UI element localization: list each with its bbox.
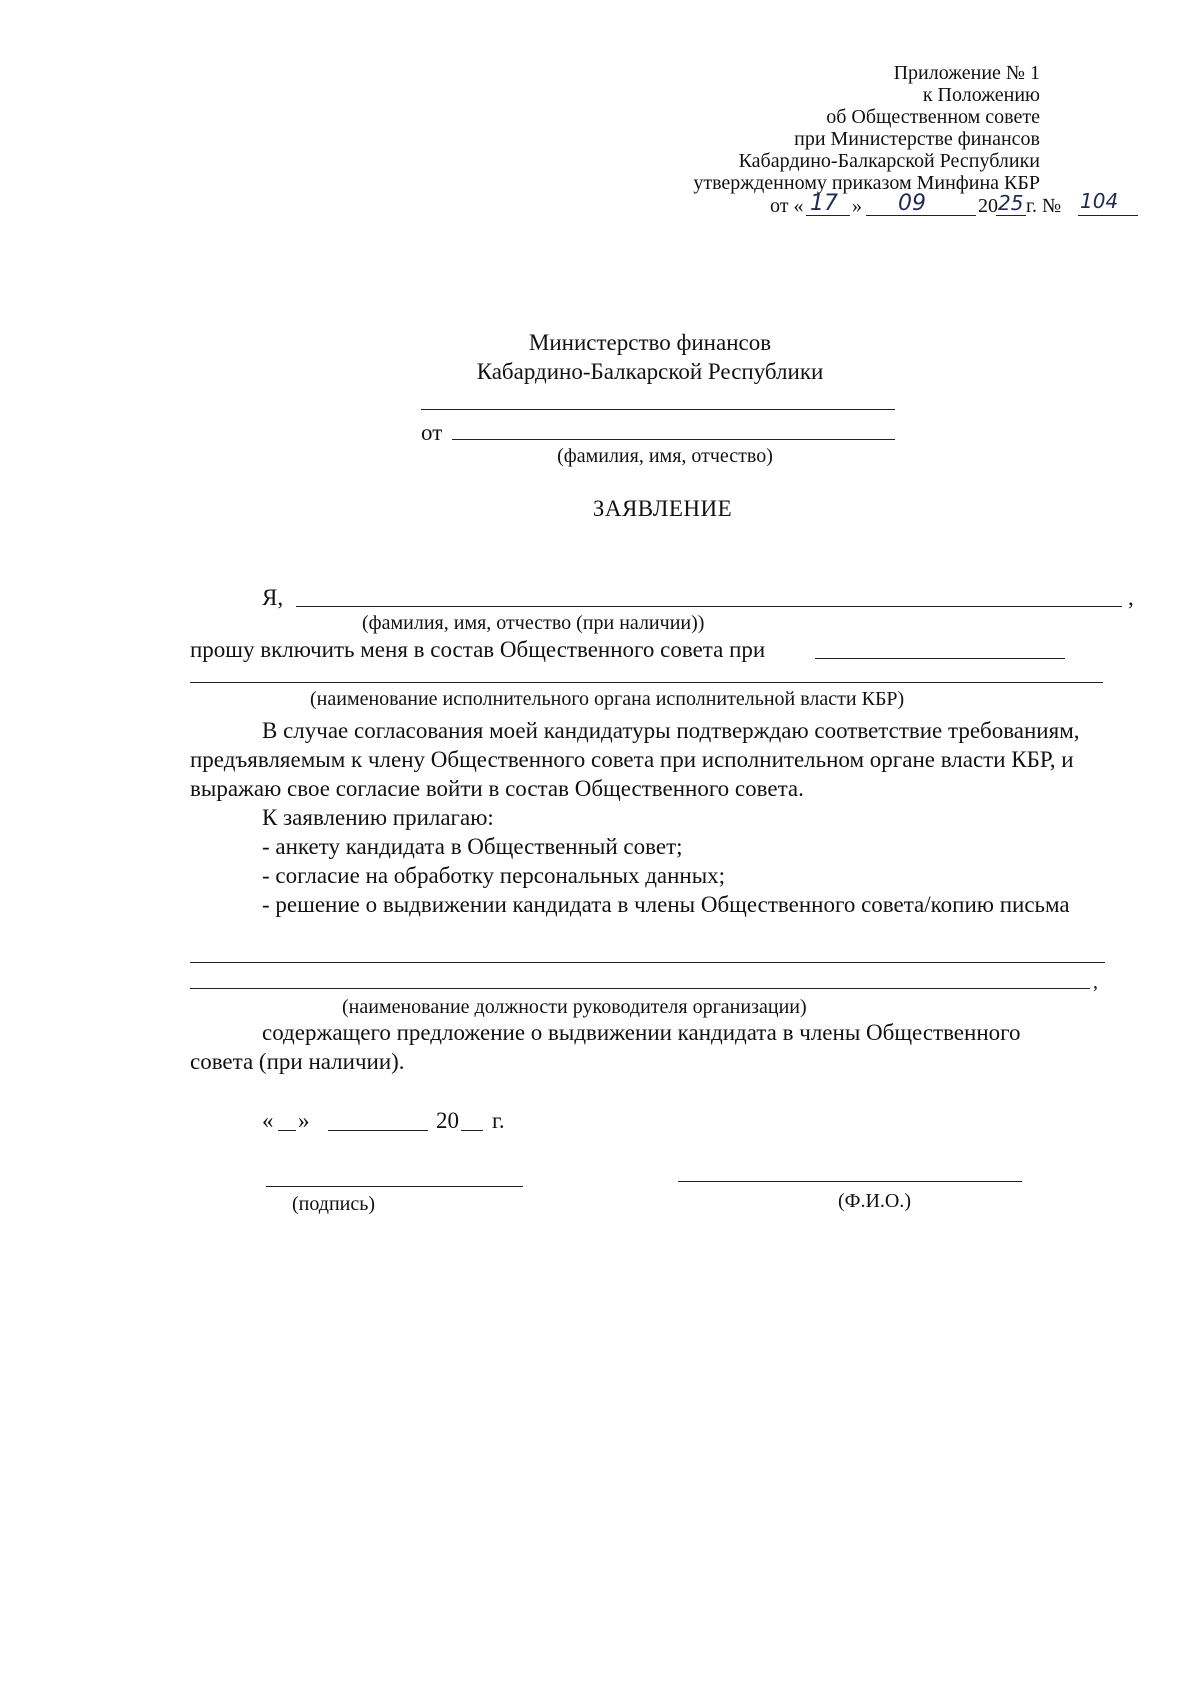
addressee-line-1: Министерство финансов	[528, 330, 772, 355]
approval-date-line	[770, 193, 1050, 221]
footer-date-open: «	[262, 1108, 274, 1133]
header-line-4: при Министерстве финансов	[794, 128, 1040, 150]
date-day-underline	[806, 215, 850, 216]
organ-full-line	[190, 682, 1103, 683]
attachment-item-3: - решение о выдвижении кандидата в члены Общественного совета/копию письма	[262, 892, 1070, 917]
from-label: от	[421, 420, 443, 445]
date-mid: »	[852, 195, 862, 217]
attachment-item-2: - согласие на обработку персональных данных;	[262, 863, 726, 888]
addressee-fio-hint: (фамилия, имя, отчество)	[557, 445, 773, 467]
header-line-2: к Положению	[922, 84, 1040, 106]
footer-year-prefix: 20	[436, 1108, 459, 1133]
date-prefix: от «	[770, 195, 804, 217]
signature-label: (подпись)	[292, 1193, 376, 1215]
signature-line	[266, 1186, 523, 1187]
para2-line-2: совета (при наличии).	[190, 1049, 405, 1074]
order-number-label: г. №	[1026, 195, 1062, 217]
ya-label: Я,	[262, 585, 284, 610]
attachments-intro: К заявлению прилагаю:	[262, 805, 494, 830]
footer-day-line	[278, 1130, 296, 1131]
date-month-handwritten: 09	[898, 191, 926, 216]
date-day-handwritten: 17	[810, 191, 838, 216]
applicant-comma: ,	[1128, 585, 1134, 610]
footer-year-suffix: г.	[492, 1108, 505, 1133]
header-line-6: утвержденному приказом Минфина КБР	[693, 172, 1040, 194]
addressee-line-2: Кабардино-Балкарской Республики	[476, 359, 824, 384]
header-line-3: об Общественном совете	[826, 106, 1040, 128]
date-year-handwritten: 25	[998, 191, 1024, 215]
date-year-prefix: 20	[978, 195, 998, 217]
header-line-1: Приложение № 1	[893, 62, 1040, 84]
request-organ-line	[815, 658, 1065, 659]
para2-line-1: содержащего предложение о выдвижении кандидата в члены Общественного	[262, 1020, 1021, 1045]
from-fio-line	[452, 439, 895, 440]
order-number-underline	[1078, 215, 1138, 216]
fio-signature-line	[678, 1181, 1022, 1182]
organ-hint: (наименование исполнительного органа исполнительной власти КБР)	[310, 688, 905, 710]
date-year-underline	[996, 215, 1026, 216]
request-text: прошу включить меня в состав Общественного совета при	[190, 637, 766, 662]
organization-comma: ,	[1093, 971, 1098, 993]
footer-month-line	[328, 1130, 428, 1131]
para1-line-3: выражаю свое согласие войти в состав Общественного совета.	[190, 776, 804, 801]
attachment-item-1: - анкету кандидата в Общественный совет;	[262, 834, 683, 859]
organization-line-2	[190, 988, 1090, 989]
applicant-fio-line	[296, 606, 1122, 607]
order-number-handwritten: 104	[1080, 189, 1119, 213]
position-hint: (наименование должности руководителя организации)	[342, 996, 807, 1018]
organization-line-1	[190, 962, 1105, 963]
header-line-5: Кабардино-Балкарской Республики	[738, 150, 1040, 172]
footer-date-close: »	[298, 1108, 310, 1133]
para1-line-2: предъявляемым к члену Общественного совета при исполнительном органе власти КБР, и	[190, 747, 1074, 772]
footer-year-line	[461, 1130, 483, 1131]
addressee-blank-line	[421, 409, 895, 410]
para1-line-1: В случае согласования моей кандидатуры подтверждаю соответствие требованиям,	[262, 718, 1080, 743]
date-month-underline	[866, 215, 976, 216]
applicant-fio-hint: (фамилия, имя, отчество (при наличии))	[362, 612, 705, 634]
fio-signature-label: (Ф.И.О.)	[838, 1190, 912, 1212]
document-title: ЗАЯВЛЕНИЕ	[592, 496, 733, 521]
